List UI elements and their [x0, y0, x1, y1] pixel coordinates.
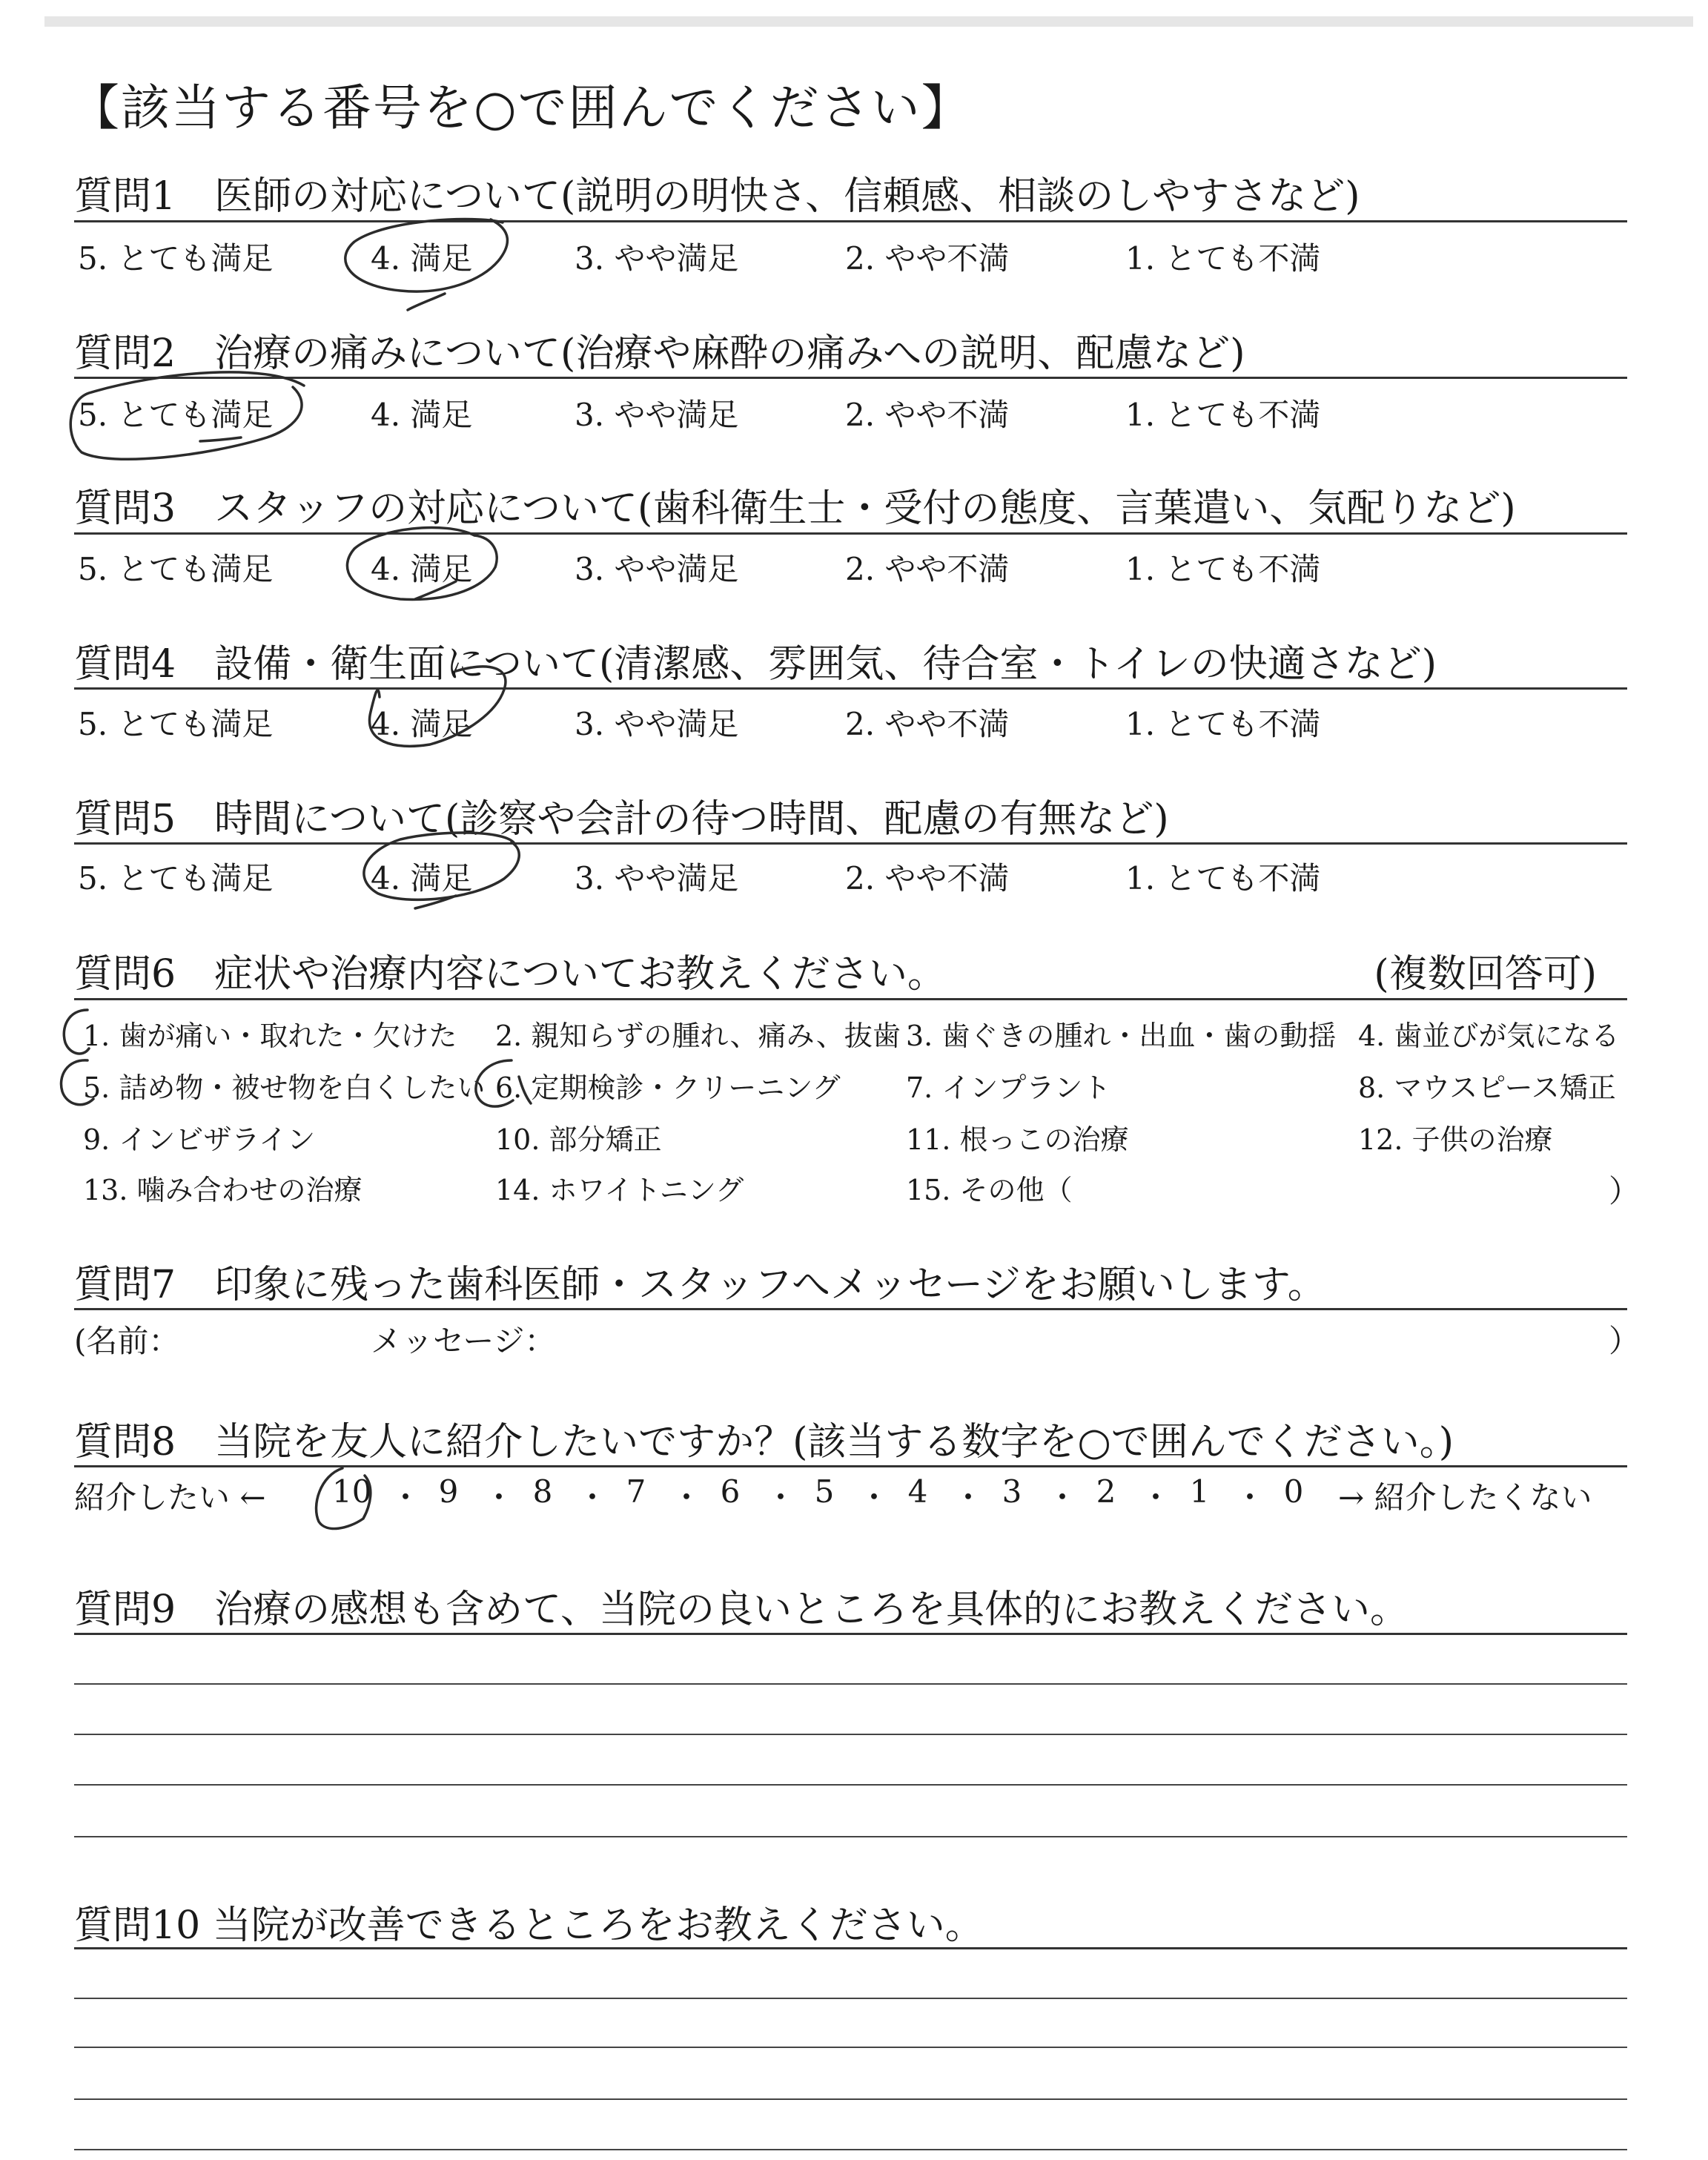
q9-answer-line[interactable]: [74, 1683, 1627, 1685]
q8-separator: ・: [390, 1479, 422, 1516]
q8-recommend-label: 紹介したい ←: [74, 1479, 266, 1516]
q3-rule: [74, 532, 1627, 535]
q6-option-2[interactable]: 2. 親知らずの腫れ、痛み、抜歯: [495, 1020, 901, 1052]
q1-title: 質問1 医師の対応について(説明の明快さ、信頼感、相談のしやすさなど): [74, 174, 1360, 219]
q8-score-8[interactable]: 8: [532, 1473, 553, 1510]
q8-score-7[interactable]: 7: [626, 1473, 646, 1510]
q6-option-13[interactable]: 13. 噛み合わせの治療: [83, 1174, 363, 1206]
scan-edge-band: [44, 16, 1693, 27]
q1-option-3[interactable]: 3. やや満足: [575, 240, 739, 277]
q7-close-paren: ）: [1609, 1323, 1641, 1359]
q6-option-4[interactable]: 4. 歯並びが気になる: [1358, 1020, 1620, 1052]
q8-score-5[interactable]: 5: [814, 1473, 835, 1510]
q8-separator: ・: [765, 1479, 797, 1516]
q8-score-10[interactable]: 10: [332, 1473, 372, 1510]
q7-name-label: (名前：: [74, 1323, 180, 1359]
instruction-header: 【該当する番号を○で囲んでください】: [70, 79, 972, 136]
q10-rule: [74, 1947, 1627, 1949]
q8-score-9[interactable]: 9: [438, 1473, 459, 1510]
q6-option-9[interactable]: 9. インビザライン: [83, 1123, 316, 1156]
q7-message-label: メッセージ：: [371, 1323, 556, 1359]
q1-option-2[interactable]: 2. やや不満: [845, 240, 1010, 277]
q1-option-5[interactable]: 5. とても満足: [78, 240, 274, 277]
q8-separator: ・: [858, 1479, 890, 1516]
q8-score-2[interactable]: 2: [1096, 1473, 1116, 1510]
q8-separator: ・: [1140, 1479, 1172, 1516]
q2-option-3[interactable]: 3. やや満足: [575, 397, 739, 433]
q4-title: 質問4 設備・衛生面について(清潔感、雰囲気、待合室・トイレの快適さなど): [74, 642, 1437, 687]
q8-separator: ・: [577, 1479, 609, 1516]
q6-option-10[interactable]: 10. 部分矯正: [495, 1123, 662, 1156]
q10-answer-line[interactable]: [74, 1998, 1627, 1999]
q3-option-4[interactable]: 4. 満足: [371, 551, 473, 587]
q7-title: 質問7 印象に残った歯科医師・スタッフへメッセージをお願いします。: [74, 1263, 1326, 1307]
q6-rule: [74, 998, 1627, 1000]
q6-option-14[interactable]: 14. ホワイトニング: [495, 1174, 744, 1206]
q4-rule: [74, 687, 1627, 690]
q8-score-4[interactable]: 4: [907, 1473, 928, 1510]
q4-option-2[interactable]: 2. やや不満: [845, 706, 1010, 742]
q3-title: 質問3 スタッフの対応について(歯科衛生士・受付の態度、言葉遣い、気配りなど): [74, 486, 1516, 531]
q6-option-12[interactable]: 12. 子供の治療: [1358, 1123, 1553, 1156]
q10-title: 質問10 当院が改善できるところをお教えください。: [74, 1903, 984, 1948]
q8-score-1[interactable]: 1: [1189, 1473, 1210, 1510]
q8-score-3[interactable]: 3: [1002, 1473, 1022, 1510]
q8-not-recommend-label: → 紹介したくない: [1338, 1479, 1592, 1516]
q8-separator: ・: [483, 1479, 515, 1516]
q6-title: 質問6 症状や治療内容についてお教えください。: [74, 952, 947, 997]
q6-option-3[interactable]: 3. 歯ぐきの腫れ・出血・歯の動揺: [906, 1020, 1337, 1052]
q6-option-5[interactable]: 5. 詰め物・被せ物を白くしたい: [83, 1071, 486, 1104]
q6-option-6[interactable]: 6. 定期検診・クリーニング: [495, 1071, 841, 1104]
q6-option-11[interactable]: 11. 根っこの治療: [906, 1123, 1129, 1156]
q1-option-4[interactable]: 4. 満足: [371, 240, 473, 277]
q8-separator: ・: [953, 1479, 984, 1516]
q10-answer-line[interactable]: [74, 2149, 1627, 2150]
q8-score-6[interactable]: 6: [720, 1473, 741, 1510]
q2-option-4[interactable]: 4. 満足: [371, 397, 473, 433]
q1-rule: [74, 220, 1627, 222]
q6-option-8[interactable]: 8. マウスピース矯正: [1358, 1071, 1616, 1104]
q8-separator: ・: [1234, 1479, 1266, 1516]
q8-title: 質問8 当院を友人に紹介したいですか？(該当する数字を○で囲んでください。): [74, 1420, 1454, 1464]
q2-rule: [74, 377, 1627, 379]
q5-title: 質問5 時間について(診察や会計の待つ時間、配慮の有無など): [74, 797, 1169, 842]
q6-multiple-answers-note: (複数回答可): [1374, 952, 1597, 997]
q3-option-1[interactable]: 1. とても不満: [1125, 551, 1321, 587]
q2-option-1[interactable]: 1. とても不満: [1125, 397, 1321, 433]
q5-option-4[interactable]: 4. 満足: [371, 860, 473, 896]
q2-option-2[interactable]: 2. やや不満: [845, 397, 1010, 433]
q9-answer-line[interactable]: [74, 1784, 1627, 1786]
q2-option-5[interactable]: 5. とても満足: [78, 397, 274, 433]
q6-option-7[interactable]: 7. インプラント: [906, 1071, 1111, 1104]
q5-option-1[interactable]: 1. とても不満: [1125, 860, 1321, 896]
q3-option-2[interactable]: 2. やや不満: [845, 551, 1010, 587]
q9-answer-line[interactable]: [74, 1734, 1627, 1735]
q5-rule: [74, 842, 1627, 845]
q4-option-1[interactable]: 1. とても不満: [1125, 706, 1321, 742]
q3-option-3[interactable]: 3. やや満足: [575, 551, 739, 587]
q9-title: 質問9 治療の感想も含めて、当院の良いところを具体的にお教えください。: [74, 1588, 1409, 1632]
q9-answer-line[interactable]: [74, 1836, 1627, 1837]
q6-option-15[interactable]: 15. その他（: [906, 1174, 1073, 1206]
q4-option-3[interactable]: 3. やや満足: [575, 706, 739, 742]
q6-other-close-paren: ）: [1609, 1173, 1641, 1209]
q8-score-0[interactable]: 0: [1283, 1473, 1304, 1510]
q8-separator: ・: [671, 1479, 703, 1516]
q8-separator: ・: [1047, 1479, 1079, 1516]
q3-option-5[interactable]: 5. とても満足: [78, 551, 274, 587]
q5-option-5[interactable]: 5. とても満足: [78, 860, 274, 896]
q9-rule: [74, 1633, 1627, 1635]
q2-title: 質問2 治療の痛みについて(治療や麻酔の痛みへの説明、配慮など): [74, 331, 1245, 376]
q4-option-5[interactable]: 5. とても満足: [78, 706, 274, 742]
q10-answer-line[interactable]: [74, 2098, 1627, 2100]
q5-option-3[interactable]: 3. やや満足: [575, 860, 739, 896]
q4-option-4[interactable]: 4. 満足: [371, 706, 473, 742]
q5-option-2[interactable]: 2. やや不満: [845, 860, 1010, 896]
q8-rule: [74, 1465, 1627, 1467]
q7-rule: [74, 1308, 1627, 1310]
q1-option-1[interactable]: 1. とても不満: [1125, 240, 1321, 277]
q10-answer-line[interactable]: [74, 2047, 1627, 2048]
q6-option-1[interactable]: 1. 歯が痛い・取れた・欠けた: [83, 1020, 457, 1052]
